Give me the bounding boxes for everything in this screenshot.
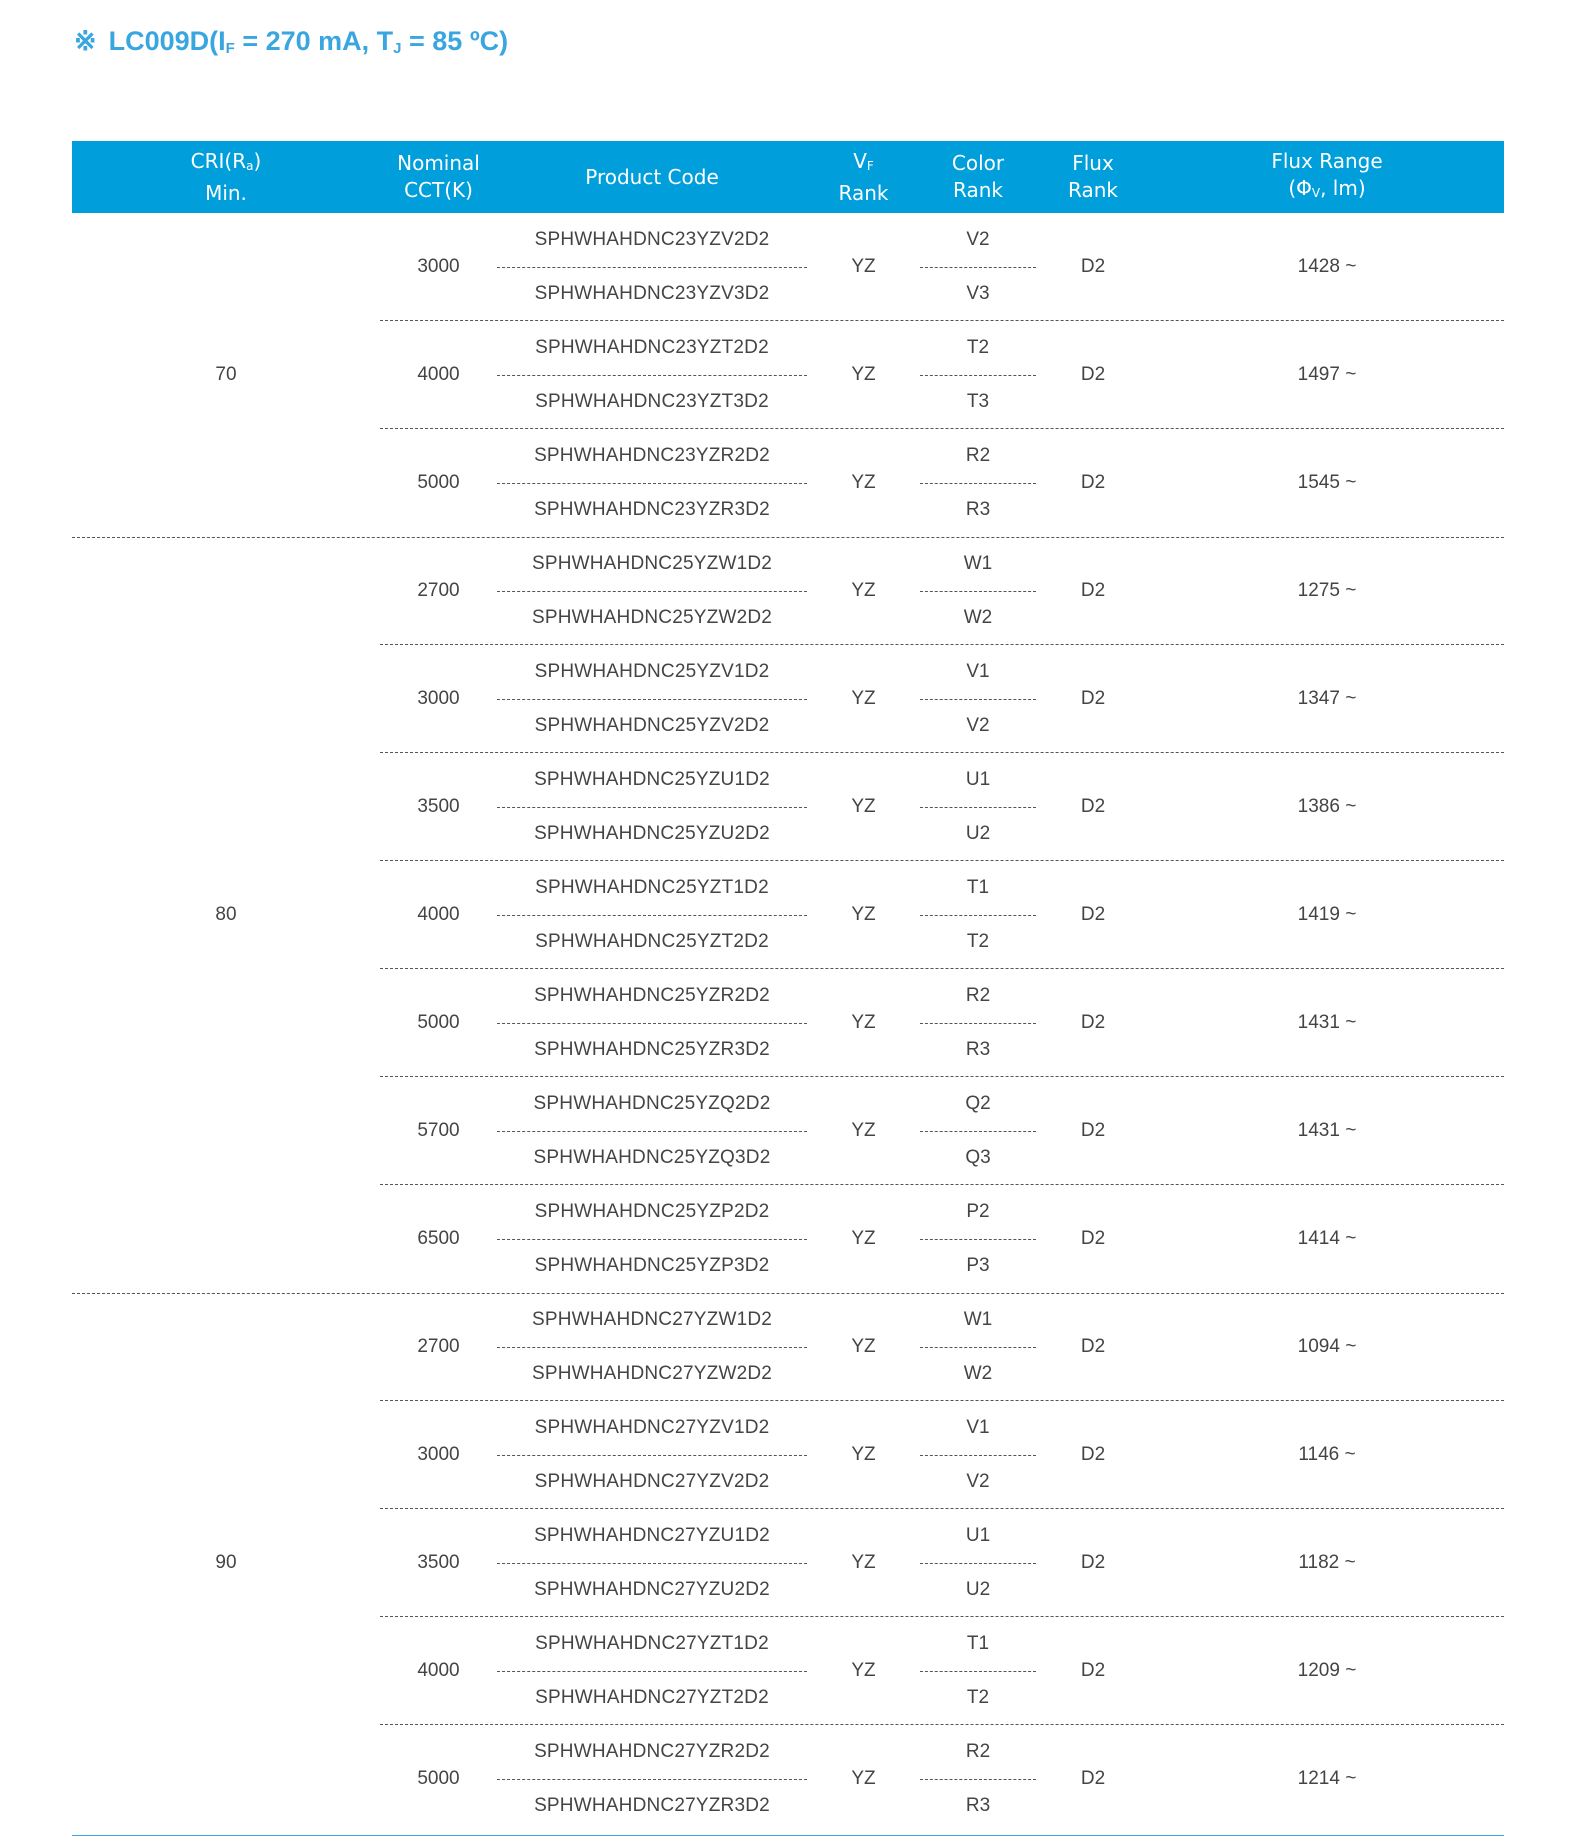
product-code: SPHWHAHDNC25YZP2D2 xyxy=(534,1201,770,1222)
flux-rank-value: D2 xyxy=(1080,796,1106,817)
condition-close: = 85 ºC) xyxy=(401,26,509,56)
header-flux-rank xyxy=(1036,141,1150,213)
cct-value: 5000 xyxy=(417,1012,460,1033)
product-code: SPHWHAHDNC27YZU1D2 xyxy=(534,1525,770,1546)
color-rank-value: W2 xyxy=(963,607,993,628)
flux-rank-value: D2 xyxy=(1080,256,1106,277)
product-code: SPHWHAHDNC27YZW2D2 xyxy=(531,1363,773,1384)
header-vf-rank xyxy=(807,141,920,213)
color-rank-value: V1 xyxy=(966,1417,990,1438)
product-code: SPHWHAHDNC23YZT3D2 xyxy=(535,391,769,412)
vf-rank-value: YZ xyxy=(851,1012,876,1033)
color-rank-value: U2 xyxy=(965,823,991,844)
product-code: SPHWHAHDNC23YZR3D2 xyxy=(534,499,770,520)
product-code: SPHWHAHDNC27YZT2D2 xyxy=(535,1687,769,1708)
header-flux-range xyxy=(1150,141,1504,213)
cct-value: 2700 xyxy=(417,1336,460,1357)
cri-value: 90 xyxy=(215,1552,237,1573)
color-rank-value: T2 xyxy=(966,337,990,358)
color-rank-value: V2 xyxy=(966,229,990,250)
color-rank-value: W2 xyxy=(963,1363,993,1384)
table-header xyxy=(72,141,1504,213)
product-code: SPHWHAHDNC25YZQ2D2 xyxy=(533,1093,771,1114)
table-row xyxy=(380,753,1504,861)
color-rank-value: W1 xyxy=(963,1309,993,1330)
vf-rank-value: YZ xyxy=(851,688,876,709)
product-code: SPHWHAHDNC23YZT2D2 xyxy=(535,337,769,358)
product-code: SPHWHAHDNC23YZR2D2 xyxy=(534,445,770,466)
flux-range-value: 1545 ~ xyxy=(1297,472,1357,493)
condition-sub-f: F xyxy=(225,40,235,57)
product-code: SPHWHAHDNC25YZT1D2 xyxy=(535,877,769,898)
cct-value: 5000 xyxy=(417,472,460,493)
flux-rank-value: D2 xyxy=(1080,1444,1106,1465)
header-color-rank xyxy=(920,141,1036,213)
header-vf-rank-text: Rank xyxy=(838,180,889,205)
table-row xyxy=(380,429,1504,537)
flux-rank-value: D2 xyxy=(1080,364,1106,385)
table-row xyxy=(380,537,1504,645)
color-rank-value: U1 xyxy=(965,1525,991,1546)
flux-rank-value: D2 xyxy=(1080,904,1106,925)
reference-mark-icon: ※ xyxy=(74,26,97,56)
color-rank-value: Q2 xyxy=(965,1093,991,1114)
color-rank-value: V2 xyxy=(966,1471,990,1492)
flux-range-value: 1275 ~ xyxy=(1297,580,1357,601)
header-cri-sub: a xyxy=(246,158,254,173)
product-code: SPHWHAHDNC27YZV1D2 xyxy=(534,1417,770,1438)
condition-open: (I xyxy=(209,26,226,56)
product-code: SPHWHAHDNC25YZV1D2 xyxy=(534,661,770,682)
flux-range-value: 1214 ~ xyxy=(1297,1768,1357,1789)
cct-value: 3500 xyxy=(417,1552,460,1573)
color-rank-value: W1 xyxy=(963,553,993,574)
product-code: SPHWHAHDNC25YZP3D2 xyxy=(534,1255,770,1276)
product-code: SPHWHAHDNC25YZV2D2 xyxy=(534,715,770,736)
cct-value: 2700 xyxy=(417,580,460,601)
color-rank-value: P3 xyxy=(966,1255,990,1276)
color-rank-value: Q3 xyxy=(965,1147,991,1168)
header-color-line2: Rank xyxy=(953,178,1003,202)
color-rank-value: V3 xyxy=(966,283,990,304)
vf-rank-value: YZ xyxy=(851,796,876,817)
cct-value: 5000 xyxy=(417,1768,460,1789)
cri-value: 80 xyxy=(215,904,237,925)
header-flux-line2: Rank xyxy=(1068,178,1118,202)
product-code: SPHWHAHDNC27YZW1D2 xyxy=(531,1309,773,1330)
flux-rank-value: D2 xyxy=(1080,472,1106,493)
model-code: LC009D xyxy=(108,26,210,56)
header-cri-close: ) xyxy=(253,148,262,173)
cct-value: 4000 xyxy=(417,904,460,925)
table-row xyxy=(380,1185,1504,1293)
table-row xyxy=(380,213,1504,321)
table-row xyxy=(380,1077,1504,1185)
flux-range-value: 1209 ~ xyxy=(1297,1660,1357,1681)
flux-range-value: 1431 ~ xyxy=(1297,1012,1357,1033)
product-code: SPHWHAHDNC27YZV2D2 xyxy=(534,1471,770,1492)
flux-range-value: 1386 ~ xyxy=(1297,796,1357,817)
table-row xyxy=(380,321,1504,429)
header-cct-line2: CCT(K) xyxy=(404,178,473,202)
header-cri-min: Min. xyxy=(205,180,247,205)
flux-range-value: 1497 ~ xyxy=(1297,364,1357,385)
vf-rank-value: YZ xyxy=(851,580,876,601)
header-vf-sub: F xyxy=(866,158,874,173)
cct-value: 5700 xyxy=(417,1120,460,1141)
flux-rank-value: D2 xyxy=(1080,1228,1106,1249)
header-range-close: , lm) xyxy=(1320,175,1366,200)
cct-value: 3000 xyxy=(417,688,460,709)
color-rank-value: T2 xyxy=(966,1687,990,1708)
flux-rank-value: D2 xyxy=(1080,1336,1106,1357)
product-code: SPHWHAHDNC25YZR3D2 xyxy=(534,1039,770,1060)
vf-rank-value: YZ xyxy=(851,1552,876,1573)
color-rank-value: T2 xyxy=(966,931,990,952)
vf-rank-value: YZ xyxy=(851,256,876,277)
flux-rank-value: D2 xyxy=(1080,1768,1106,1789)
flux-range-value: 1094 ~ xyxy=(1297,1336,1357,1357)
color-rank-value: U2 xyxy=(965,1579,991,1600)
condition-mid: = 270 mA, T xyxy=(234,26,394,56)
vf-rank-value: YZ xyxy=(851,1660,876,1681)
condition-sub-j: J xyxy=(393,40,402,57)
table-row xyxy=(380,861,1504,969)
header-vf-text: V xyxy=(853,148,867,173)
flux-range-value: 1182 ~ xyxy=(1298,1552,1356,1573)
table-row xyxy=(380,1401,1504,1509)
vf-rank-value: YZ xyxy=(851,904,876,925)
cct-value: 3000 xyxy=(417,1444,460,1465)
vf-rank-value: YZ xyxy=(851,1768,876,1789)
header-product-code xyxy=(497,141,807,213)
color-rank-value: R3 xyxy=(965,1795,991,1816)
table-body xyxy=(72,213,1504,1833)
product-code: SPHWHAHDNC27YZR2D2 xyxy=(534,1741,770,1762)
cri-value: 70 xyxy=(215,364,237,385)
cct-value: 4000 xyxy=(417,1660,460,1681)
color-rank-value: U1 xyxy=(965,769,991,790)
product-table xyxy=(72,141,1504,1833)
product-code: SPHWHAHDNC25YZQ3D2 xyxy=(533,1147,771,1168)
vf-rank-value: YZ xyxy=(851,1120,876,1141)
flux-range-value: 1146 ~ xyxy=(1298,1444,1356,1465)
cct-value: 3000 xyxy=(417,256,460,277)
header-range-sub: V xyxy=(1311,185,1321,200)
page-title xyxy=(74,26,508,57)
header-cri-text: CRI(R xyxy=(190,148,247,173)
vf-rank-value: YZ xyxy=(851,1228,876,1249)
product-code: SPHWHAHDNC27YZT1D2 xyxy=(535,1633,769,1654)
product-code: SPHWHAHDNC23YZV2D2 xyxy=(534,229,770,250)
vf-rank-value: YZ xyxy=(851,1336,876,1357)
header-range-line1: Flux Range xyxy=(1271,148,1383,173)
flux-rank-value: D2 xyxy=(1080,1660,1106,1681)
flux-rank-value: D2 xyxy=(1080,688,1106,709)
flux-range-value: 1347 ~ xyxy=(1297,688,1357,709)
product-code: SPHWHAHDNC25YZW2D2 xyxy=(531,607,773,628)
flux-range-value: 1431 ~ xyxy=(1297,1120,1357,1141)
color-rank-value: T1 xyxy=(966,877,990,898)
color-rank-value: R3 xyxy=(965,1039,991,1060)
flux-rank-value: D2 xyxy=(1080,1552,1106,1573)
vf-rank-value: YZ xyxy=(851,1444,876,1465)
header-cct-line1: Nominal xyxy=(397,151,480,175)
flux-range-value: 1414 ~ xyxy=(1297,1228,1357,1249)
vf-rank-value: YZ xyxy=(851,364,876,385)
product-code: SPHWHAHDNC23YZV3D2 xyxy=(534,283,770,304)
color-rank-value: P2 xyxy=(966,1201,990,1222)
header-cct xyxy=(380,141,497,213)
product-code: SPHWHAHDNC27YZR3D2 xyxy=(534,1795,770,1816)
product-code: SPHWHAHDNC25YZW1D2 xyxy=(531,553,773,574)
product-code: SPHWHAHDNC25YZR2D2 xyxy=(534,985,770,1006)
flux-rank-value: D2 xyxy=(1080,1012,1106,1033)
flux-range-value: 1428 ~ xyxy=(1297,256,1357,277)
cct-value: 6500 xyxy=(417,1228,460,1249)
flux-rank-value: D2 xyxy=(1080,1120,1106,1141)
product-code: SPHWHAHDNC27YZU2D2 xyxy=(534,1579,770,1600)
color-rank-value: R2 xyxy=(965,985,991,1006)
cct-value: 3500 xyxy=(417,796,460,817)
header-cri xyxy=(72,141,380,213)
color-rank-value: R3 xyxy=(965,499,991,520)
table-row xyxy=(380,969,1504,1077)
table-row xyxy=(380,1293,1504,1401)
table-row xyxy=(380,1509,1504,1617)
table-row xyxy=(380,1725,1504,1833)
color-rank-value: R2 xyxy=(965,1741,991,1762)
header-flux-line1: Flux xyxy=(1072,151,1114,175)
flux-range-value: 1419 ~ xyxy=(1297,904,1357,925)
color-rank-value: T1 xyxy=(966,1633,990,1654)
color-rank-value: V1 xyxy=(966,661,990,682)
color-rank-value: V2 xyxy=(966,715,990,736)
color-rank-value: T3 xyxy=(966,391,990,412)
table-row xyxy=(380,645,1504,753)
product-code: SPHWHAHDNC25YZU2D2 xyxy=(534,823,770,844)
product-code: SPHWHAHDNC25YZT2D2 xyxy=(535,931,769,952)
flux-rank-value: D2 xyxy=(1080,580,1106,601)
table-row xyxy=(380,1617,1504,1725)
product-code: SPHWHAHDNC25YZU1D2 xyxy=(534,769,770,790)
color-rank-value: R2 xyxy=(965,445,991,466)
header-product-code-text: Product Code xyxy=(585,164,719,189)
cct-value: 4000 xyxy=(417,364,460,385)
header-color-line1: Color xyxy=(951,151,1005,175)
vf-rank-value: YZ xyxy=(851,472,876,493)
header-range-open: (Φ xyxy=(1288,175,1312,200)
